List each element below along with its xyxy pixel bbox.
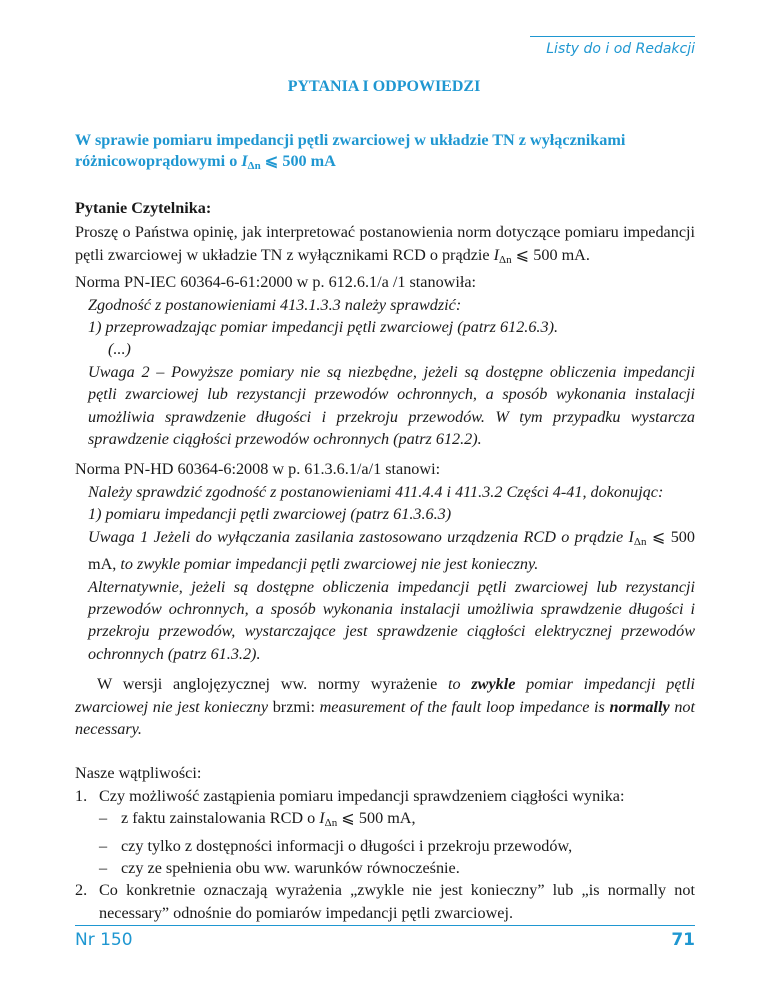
article-title: W sprawie pomiaru impedancji pętli zwarciowej w układzie TN z wyłącznikami różnicowoprądowymi o $I_{\Delta n}$ ⩽ 500 mA [75, 131, 626, 172]
norm2-quote [88, 481, 695, 665]
norm1-quote [88, 294, 695, 451]
header-rule [530, 36, 695, 37]
english-version-paragraph: W wersji anglojęzycznej ww. normy wyrażenie to zwykle pomiar impedancji pętli zwarciowej nie jest konieczny brzmi: measurement of the fault loop impedance is normally not necessary. [75, 675, 696, 738]
article-body [75, 130, 695, 924]
quote2-alternative: Alternatywnie, jeżeli są dostępne obliczenia impedancji pętli zwarciowej lub rezystancji przewodów ochronnych, a sposób wykonania instalacji umożliwia sprawdzenie długości i przekroju przewodów, wystarczające jest sprawdzenie ciągłości elektrycznej przewodów ochronnych (patrz 61.3.2). [88, 577, 695, 663]
list-item: – czy tylko z dostępności informacji o długości i przekroju przewodów, [99, 836, 573, 855]
quote2-line: Należy sprawdzić zgodność z postanowieniami 411.4.4 i 411.3.2 Części 4-41, dokonując: [88, 482, 664, 501]
quote1-line: 1) przeprowadzając pomiar impedancji pętli zwarciowej (patrz 612.6.3). [88, 318, 559, 337]
section-title: PYTANIA I ODPOWIEDZI [287, 78, 481, 95]
quote1-ellipsis: (...) [108, 340, 131, 359]
norm1-line: Norma PN-IEC 60364-6-61:2000 w p. 612.6.1/a /1 stanowiła: [75, 273, 477, 292]
quote2-line: 1) pomiaru impedancji pętli zwarciowej (patrz 61.3.6.3) [88, 505, 452, 524]
quote1-line: Zgodność z postanowieniami 413.1.3.3 należy sprawdzić: [88, 295, 462, 314]
section-header-label: Listy do i od Redakcji [546, 41, 695, 57]
question-intro: Proszę o Państwa opinię, jak interpretować postanowienia norm dotyczące pomiaru impedancji pętli zwarciowej w układzie TN z wyłącznikami RCD o prądzie $I_{\Delta n}$ ⩽ 500 mA. [75, 223, 695, 266]
doubts-list [75, 785, 695, 924]
list-item: 2. Co konkretnie oznaczają wyrażenia „zwykle nie jest konieczny” lub „is normally not necessary” odnośnie do pomiarów impedancji pętli zwarciowej. [75, 881, 695, 922]
quote1-note: Uwaga 2 – Powyższe pomiary nie są niezbędne, jeżeli są dostępne obliczenia impedancji pętli zwarciowej lub rezystancji przewodów ochronnych, a sposób wykonania instalacji umożliwia sprawdzenie długości i przekroju przewodów. W tym przypadku wystarcza sprawdzenie ciągłości przewodów ochronnych (patrz 612.2). [88, 362, 695, 449]
quote2-note: Uwaga 1 Jeżeli do wyłączania zasilania zastosowano urządzenia RCD o prądzie $I_{\Delta n}$ ⩽ 500 mA, to zwykle pomiar impedancji pętli zwarciowej nie jest konieczny. [88, 527, 695, 574]
question-heading: Pytanie Czytelnika: [75, 199, 212, 217]
list-item: 1. Czy możliwość zastąpienia pomiaru impedancji sprawdzeniem ciągłości wynika: [75, 786, 625, 805]
doubts-heading: Nasze wątpliwości: [75, 764, 202, 783]
list-item: – z faktu zainstalowania RCD o $I_{\Delta n}$ ⩽ 500 mA, [99, 809, 416, 830]
page-number: 71 [671, 930, 695, 950]
issue-number: Nr 150 [75, 930, 133, 950]
norm2-line: Norma PN-HD 60364-6:2008 w p. 61.3.6.1/a/1 stanowi: [75, 460, 441, 479]
footer-rule [75, 925, 695, 926]
list-item: – czy ze spełnienia obu ww. warunków równocześnie. [99, 858, 460, 877]
